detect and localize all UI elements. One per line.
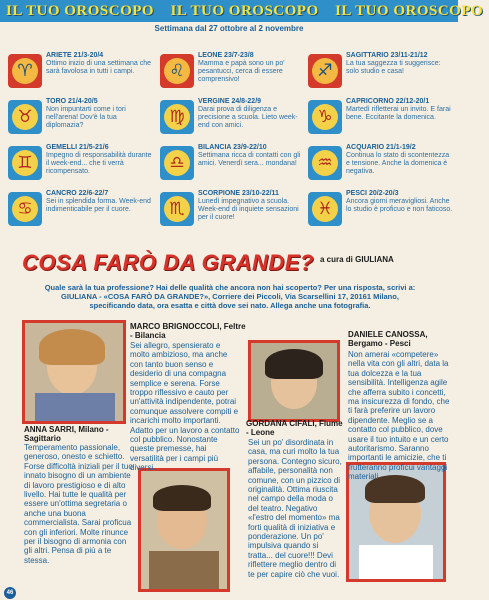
bull-icon: ♉ [8,100,42,134]
horoscope-sign [8,190,154,240]
feature-intro: Quale sarà la tua professione? Hai delle qualità che ancora non hai scoperto? Per una risposta, scrivi a: GIULIANA - «COSA FARÒ DA GRANDE?», Corriere dei Piccoli, Via Scarsellini 17, 20161 Milano, specificando data, ora esatta e città dove sei nato. Allega anche una fotografia. [44,283,416,310]
sign-name: CANCRO 22/6-22/7 [46,190,109,197]
horoscope-sign [8,144,154,194]
sign-text: Impegno di responsabilità durante il week-end... che ti verrà ricompensato. [46,152,152,175]
sign-text: Martedì rifletterai un invito. E farai bene. Eccitante la domenica. [346,106,451,121]
profile-text: Sei un po' disordinata in casa, ma curi molto la tua persona. Contegno sicuro, affabile, personalità non comune, con un pizzico di originalità. Ottima riuscita nel campo della moda o del teatro. Negativo «l'estro del momento» ma forti qualità di iniziativa e ponderazione. Un po' impulsiva quando si tratta... del cuore!!! Devi riflettere meglio dentro di te per capire ciò che vuoi. [248,438,342,579]
sign-name: SAGITTARIO 23/11-21/12 [346,52,428,59]
horoscope-sign [160,144,306,194]
ram-icon: ♈ [8,54,42,88]
sign-name: BILANCIA 23/9-22/10 [198,144,267,151]
sign-name: TORO 21/4-20/5 [46,98,98,105]
horoscope-sign [308,144,454,194]
horoscope-sign [160,52,306,102]
banner-text: IL TUO OROSCOPO [335,3,484,19]
sign-text: Ottimo inizio di una settimana che sarà favolosa in tutti i campi. [46,60,152,75]
feature-title: COSA FARÒ DA GRANDE? [22,250,314,275]
child-photo [22,320,126,424]
sign-text: La tua saggezza ti suggerisce: solo studio e casa! [346,60,441,75]
crab-icon: ♋ [8,192,42,226]
sign-name: ARIETE 21/3-20/4 [46,52,104,59]
feature-curator: a cura di GIULIANA [320,255,394,264]
sign-text: Mamma e papà sono un po' pesantucci, cerca di essere comprensivo! [198,60,285,83]
goat-icon: ♑ [308,100,342,134]
profile-text: Temperamento passionale, generoso, onesto e schietto. Forse difficoltà iniziali per il tuo innato bisogno di un ambiente di lavoro prestigioso e di alto livello. Hai tutte le qualità per essere un'ottima segretaria o anche una buona commercialista. Sarai proficua con gli inferiori. Molte rinunce per il bisogno di armonia con gli altri. Pensa di più a te stessa. [24,443,133,565]
profile-name: ANNA SARRI, Milano - Sagittario [24,425,109,443]
horoscope-sign [160,190,306,240]
twins-icon: ♊ [8,146,42,180]
sign-text: Settimana ricca di contatti con gli amici. Venerdì sera... mondana! [198,152,301,167]
lion-icon: ♌ [160,54,194,88]
sign-name: VERGINE 24/8-22/9 [198,98,262,105]
sign-name: PESCI 20/2-20/3 [346,190,399,197]
horoscope-banner [0,0,484,22]
sign-text: Darai prova di diligenza e precisione a scuola. Lieto week-end con amici. [198,106,298,129]
horoscope-sign [308,98,454,148]
scales-icon: ♎ [160,146,194,180]
horoscope-sign [308,52,454,102]
fish-icon: ♓ [308,192,342,226]
archer-icon: ♐ [308,54,342,88]
sign-name: SCORPIONE 23/10-22/11 [198,190,279,197]
profile-text: Non amerai «competere» nella vita con gli altri, data la tua dolcezza e la tua sensibilità. Intelligenza agile che afferra subito i concetti, ma insicurezza di fondo, che ti farà preferire un lavoro dipendente. Meglio se a contatto col pubblico, dove usare il tuo intuito e un certo autoritarismo. Saranno importanti le amicizie, che ti frutteranno proficui vantaggi materiali. [348,350,450,482]
banner-text: IL TUO OROSCOPO [6,3,155,19]
sign-text: Continua lo stato di scontentezza e tensione. Anche la domenica è negativa. [346,152,450,175]
profile-text: Sei allegro, spensierato e molto ambizioso, ma anche con tanto buon senso e desiderio di una compagna semplice e serena. Forse troppo riflessivo e cauto per un'attività indipendente, potrai comunque assolvere compiti e incarichi molto importanti. Adatto per un lavoro a contatto col pubblico. Nonostante queste premesse, hai versatilità per i campi più diversi. [130,341,240,473]
banner-text: IL TUO OROSCOPO [170,3,319,19]
page-number: 46 [4,587,16,599]
horoscope-sign [8,52,154,102]
sign-name: CAPRICORNO 22/12-20/1 [346,98,430,105]
horoscope-sign [8,98,154,148]
scorpion-icon: ♏ [160,192,194,226]
virgin-icon: ♍ [160,100,194,134]
horoscope-sign [308,190,454,240]
sign-text: Lunedì impegnativo a scuola. Week-end di inquiete sensazioni per il cuore! [198,198,299,221]
profile-name: GORDANA CIFALI, Fiume - Leone [246,419,343,437]
water-bearer-icon: ♒ [308,146,342,180]
child-photo [138,468,230,592]
week-range: Settimana dal 27 ottobre al 2 novembre [154,24,304,33]
sign-text: Ancora giorni meravigliosi. Anche lo studio è proficuo e non faticoso. [346,198,453,213]
sign-text: Non impuntarti come i tori nell'arena! Dov'è la tua diplomazia? [46,106,126,129]
profile-name: DANIELE CANOSSA, Bergamo - Pesci [348,330,428,348]
profile-name: MARCO BRIGNOCCOLI, Feltre - Bilancia [130,322,246,340]
sign-name: ACQUARIO 21/1-19/2 [346,144,416,151]
sign-name: GEMELLI 21/5-21/6 [46,144,109,151]
sign-name: LEONE 23/7-23/8 [198,52,254,59]
sign-text: Sei in splendida forma. Week-end indimenticabile per il cuore. [46,198,151,213]
horoscope-sign [160,98,306,148]
child-photo [248,340,340,422]
